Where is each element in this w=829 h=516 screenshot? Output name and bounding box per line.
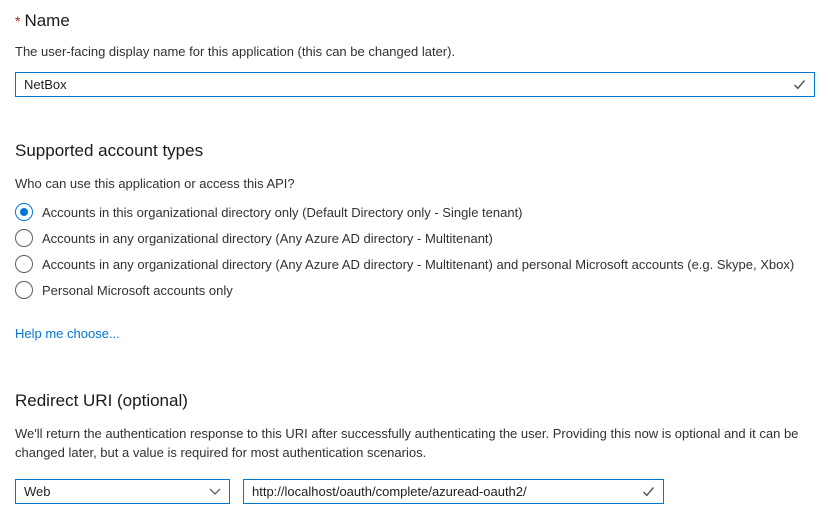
redirect-uri-input[interactable] xyxy=(252,480,634,503)
radio-dot xyxy=(20,234,28,242)
supported-account-types-section xyxy=(15,141,815,343)
radio-option-label: Personal Microsoft accounts only xyxy=(42,282,233,298)
name-label: Name xyxy=(24,11,70,30)
redirect-uri-row xyxy=(15,479,815,504)
name-description: The user-facing display name for this application (this can be changed later). xyxy=(15,44,456,59)
radio-button-icon xyxy=(15,281,33,299)
name-input[interactable] xyxy=(24,73,785,96)
name-input-box xyxy=(15,72,815,97)
radio-button-icon xyxy=(15,229,33,247)
chevron-down-icon xyxy=(209,488,221,495)
radio-option-label: Accounts in any organizational directory (Any Azure AD directory - Multitenant) xyxy=(42,230,493,246)
radio-option-personal-only[interactable] xyxy=(15,281,815,299)
required-asterisk: * xyxy=(15,13,21,29)
help-me-choose-link[interactable]: Help me choose... xyxy=(15,326,120,341)
radio-dot xyxy=(20,208,28,216)
name-section-title xyxy=(15,11,815,31)
radio-button-icon xyxy=(15,255,33,273)
radio-option-single-tenant[interactable] xyxy=(15,203,815,221)
radio-option-label: Accounts in any organizational directory (Any Azure AD directory - Multitenant) and personal Microsoft accounts (e.g. Skype, Xbox) xyxy=(42,256,795,272)
name-section xyxy=(15,11,815,97)
redirect-uri-section xyxy=(15,391,815,504)
supported-account-types-title: Supported account types xyxy=(15,141,204,160)
redirect-uri-description: We'll return the authentication response to this URI after successfully authenticating the user. Providing this now is optional and it can be changed later, but a value is required for most authentication scenarios. xyxy=(15,426,799,460)
radio-option-label: Accounts in this organizational directory only (Default Directory only - Single tenant) xyxy=(42,204,523,220)
account-type-options xyxy=(15,203,815,299)
radio-dot xyxy=(20,286,28,294)
redirect-uri-title: Redirect URI (optional) xyxy=(15,391,188,410)
radio-option-multitenant[interactable] xyxy=(15,229,815,247)
radio-dot xyxy=(20,260,28,268)
radio-button-icon xyxy=(15,203,33,221)
platform-select-value: Web xyxy=(24,484,51,499)
redirect-uri-input-box xyxy=(243,479,664,504)
radio-option-multitenant-personal[interactable] xyxy=(15,255,815,273)
checkmark-icon xyxy=(642,486,655,497)
platform-select[interactable] xyxy=(15,479,230,504)
account-types-question: Who can use this application or access this API? xyxy=(15,176,295,191)
checkmark-icon xyxy=(793,79,806,90)
